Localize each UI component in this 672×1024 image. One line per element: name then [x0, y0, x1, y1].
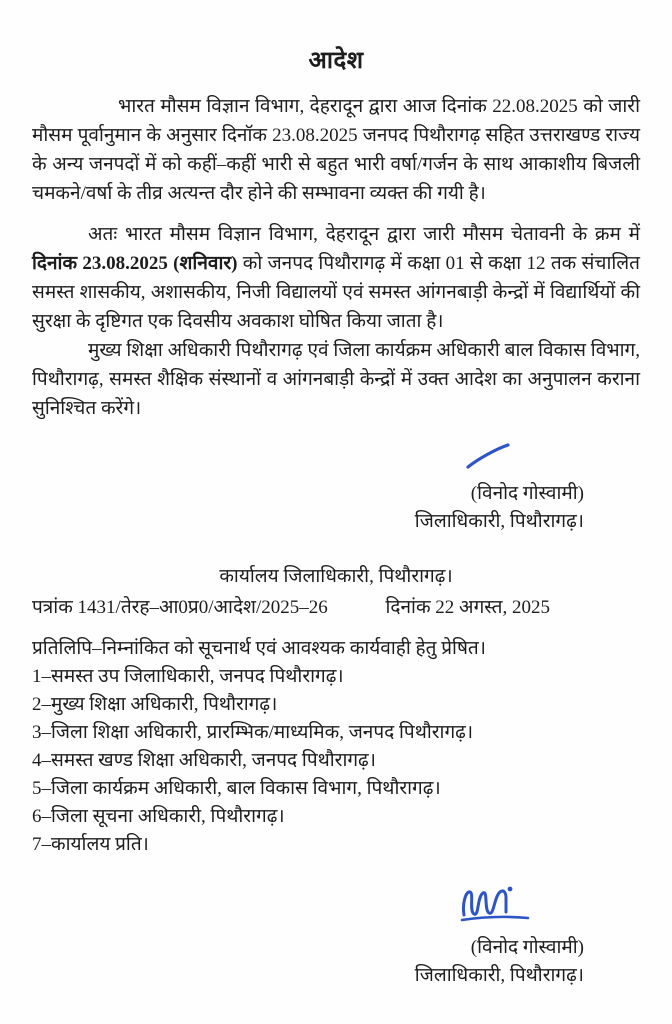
copy-recipient-item: 7–कार्यालय प्रति। [32, 834, 149, 855]
paragraph-weather-forecast: भारत मौसम विज्ञान विभाग, देहरादून द्वारा आज दिनांक 22.08.2025 को जारी मौसम पूर्वानुमान के अनुसार दिनॉक 23.08.2025 जनपद पिथौरागढ़ सहित उत्तराखण्ड राज्य के अन्य जनपदों में को कहीं–कहीं भारी से बहुत भारी वर्षा/गर्जन के साथ आकाशीय बिजली चमकने/वर्षा के तीव्र अत्यन्त दौर होने की सम्भावना व्यक्त की गयी है। [32, 96, 640, 204]
copy-recipient-item: 6–जिला सूचना अधिकारी, पिथौरागढ़। [32, 806, 285, 827]
signatory-title: जिलाधिकारी, पिथौरागढ़। [414, 965, 584, 986]
copy-recipient-item: 2–मुख्य शिक्षा अधिकारी, पिथौरागढ़। [32, 694, 278, 715]
copy-recipient-item: 4–समस्त खण्ड शिक्षा अधिकारी, जनपद पिथौरागढ़। [32, 750, 376, 771]
signature-block-top [32, 441, 640, 536]
document-title: आदेश [308, 48, 364, 74]
copy-recipient-item: 3–जिला शिक्षा अधिकारी, प्रारम्भिक/माध्यमिक, जनपद पिथौरागढ़। [32, 722, 474, 743]
copy-recipient-item: 5–जिला कार्यक्रम अधिकारी, बाल विकास विभाग, पिथौरागढ़। [32, 778, 441, 799]
signatory-name: (विनोद गोस्वामी) [470, 937, 584, 958]
letter-date: दिनांक 22 अगस्त, 2025 [385, 597, 550, 618]
signatory-name: (विनोद गोस्वामी) [470, 483, 584, 504]
reference-row [32, 593, 640, 622]
letter-number: पत्रांक 1431/तेरह–आ0प्र0/आदेश/2025–26 [32, 597, 328, 618]
copy-recipient-list [32, 663, 640, 859]
signature-block-bottom [32, 881, 640, 990]
copy-recipient-item: 1–समस्त उप जिलाधिकारी, जनपद पिथौरागढ़। [32, 666, 344, 687]
order-text-prefix: अतः भारत मौसम विज्ञान विभाग, देहरादून द्वारा जारी मौसम चेतावनी के क्रम में [88, 224, 640, 245]
order-text-suffix: को जनपद पिथौरागढ़ में कक्षा 01 से कक्षा 12 तक संचालित समस्त शासकीय, अशासकीय, निजी विद्यालयों एवं समस्त आंगनबाड़ी केन्द्रों में विद्यार्थियों की सुरक्षा के दृष्टिगत एक दिवसीय अवकाश घोषित किया जाता है। [32, 253, 640, 332]
signatory-title: जिलाधिकारी, पिथौरागढ़। [414, 511, 584, 532]
copy-forwarding-line: प्रतिलिपि–निम्नांकित को सूचनार्थ एवं आवश्यक कार्यवाही हेतु प्रेषित। [32, 638, 486, 659]
signature-stroke-icon [462, 441, 514, 480]
office-heading: कार्यालय जिलाधिकारी, पिथौरागढ़। [219, 566, 453, 587]
handwritten-signature-icon [458, 881, 532, 934]
paragraph-compliance: मुख्य शिक्षा अधिकारी पिथौरागढ़ एवं जिला कार्यक्रम अधिकारी बाल विकास विभाग, पिथौरागढ़, समस्त शैक्षिक संस्थानों व आंगनबाड़ी केन्द्रों में उक्त आदेश का अनुपालन कराना सुनिश्चित करेंगे। [32, 340, 640, 419]
order-date-bold: दिनांक 23.08.2025 (शनिवार) [32, 253, 238, 274]
paragraph-holiday-order [32, 220, 640, 336]
